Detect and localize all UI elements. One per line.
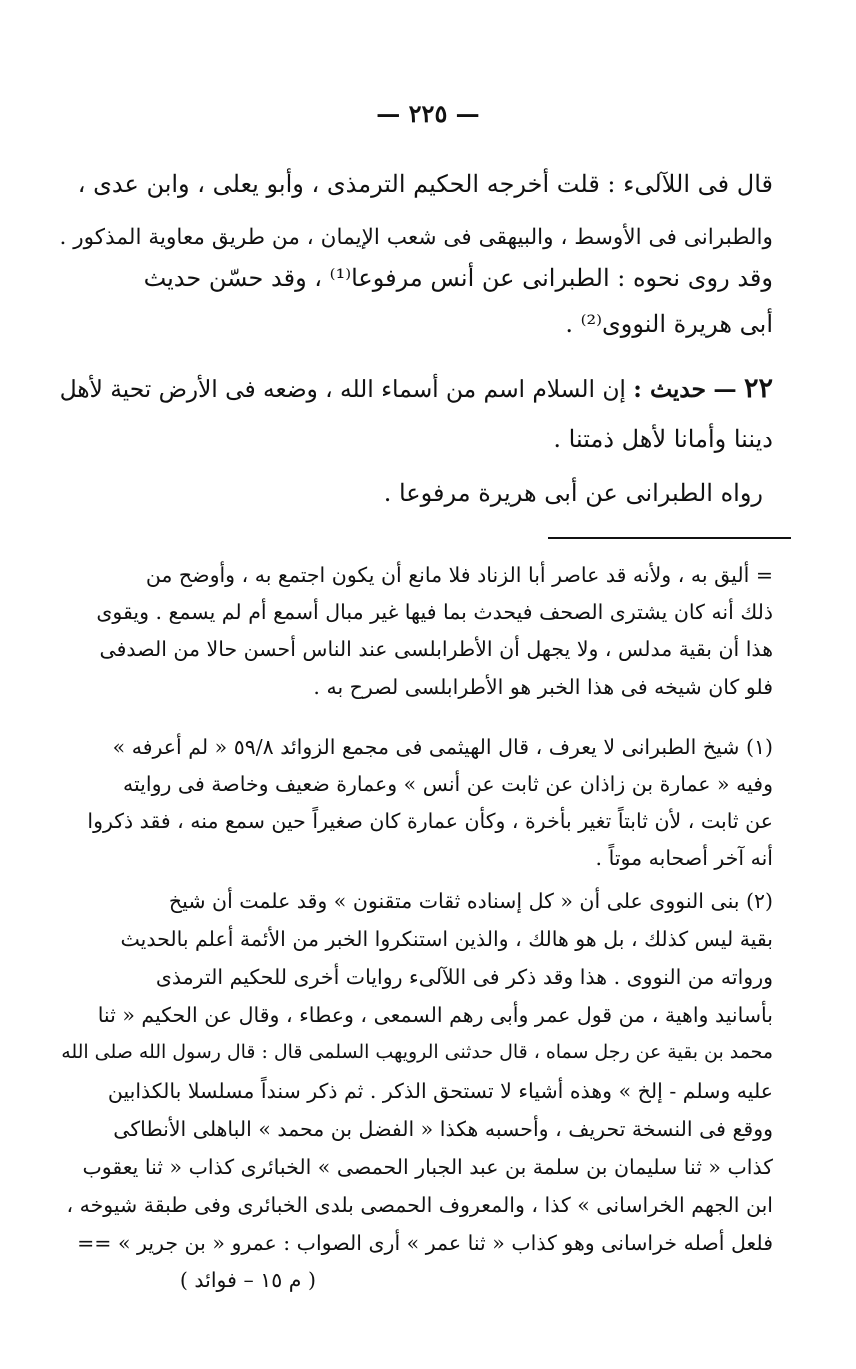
footnote-separator <box>548 537 791 539</box>
footnote-2-line: عليه وسلم - إلخ » وهذه أشياء لا تستحق الذكر . ثم ذكر سنداً مسلسلا بالكذابين <box>107 1079 773 1103</box>
hadith-heading-line <box>60 373 773 404</box>
hadith-label: حديث : <box>633 376 706 403</box>
hadith-number: ٢٢ <box>743 373 773 404</box>
main-text-line: والطبرانى فى الأوسط ، والبيهقى فى شعب الإيمان ، من طريق معاوية المذكور . <box>59 225 773 250</box>
continuation-line: ذلك أنه كان يشترى الصحف فيحدث بما فيها غير مبال أسمع أم لم يسمع . ويقوى <box>96 600 773 624</box>
footnote-2-line: كذاب « ثنا سليمان بن سلمة بن عبد الجبار الحمصى » الخبائرى كذاب « ثنا يعقوب <box>82 1155 773 1179</box>
footnote-2-line: ابن الجهم الخراسانى » كذا ، والمعروف الحمصى بلدى الخبائرى وفى طبقة شيوخه ، <box>66 1193 773 1217</box>
footnote-2-line: بقية ليس كذلك ، بل هو هالك ، والذين استنكروا الخبر من الأئمة أعلم بالحديث <box>120 927 773 951</box>
continuation-line: = أليق به ، ولأنه قد عاصر أبا الزناد فلا مانع أن يكون اجتمع به ، وأوضح من <box>145 563 773 587</box>
main-text-line: وقد روى نحوه : الطبرانى عن أنس مرفوعا⁽¹⁾ ، وقد حسّن حديث <box>143 264 773 292</box>
continuation-line: هذا أن بقية مدلس ، ولا يجهل أن الأطرابلسى عند الناس أحسن حالا من الصدفى <box>99 637 773 661</box>
hadith-text: إن السلام اسم من أسماء الله ، وضعه فى الأرض تحية لأهل <box>59 376 626 403</box>
main-text-line: أبى هريرة النووى⁽²⁾ . <box>565 310 773 338</box>
footnote-2-line: ورواته من النووى . هذا وقد ذكر فى اللآلىء روايات أخرى للحكيم الترمذى <box>155 965 773 989</box>
footnote-1-line: وفيه « عمارة بن زاذان عن ثابت عن أنس » وعمارة ضعيف وخاصة فى روايته <box>123 772 773 796</box>
footnote-2-line: ووقع فى النسخة تحريف ، وأحسبه هكذا « الفضل بن محمد » الباهلى الأنطاكى <box>113 1117 773 1141</box>
footnote-1-line: أنه آخر أصحابه موتاً . <box>595 846 773 870</box>
hadith-text-line: ديننا وأمانا لأهل ذمتنا . <box>553 425 773 453</box>
hadith-narration: رواه الطبرانى عن أبى هريرة مرفوعا . <box>383 479 763 507</box>
hadith-dash: — <box>713 376 737 403</box>
page-number: — ٢٢٥ — <box>376 99 480 128</box>
signature-mark: ( م ١٥ – فوائد ) <box>179 1268 316 1292</box>
main-text-line: قال فى اللآلىء : قلت أخرجه الحكيم الترمذى ، وأبو يعلى ، وابن عدى ، <box>77 170 773 198</box>
footnote-1-line: (١) شيخ الطبرانى لا يعرف ، قال الهيثمى فى مجمع الزوائد ٥٩/٨ « لم أعرفه » <box>112 735 773 759</box>
footnote-2-line: (٢) بنى النووى على أن « كل إسناده ثقات متقنون » وقد علمت أن شيخ <box>168 889 773 913</box>
footnote-2-line: محمد بن بقية عن رجل سماه ، قال حدثنى الرويهب السلمى قال : قال رسول الله صلى الله <box>61 1041 773 1063</box>
footnote-1-line: عن ثابت ، لأن ثابتاً تغير بأخرة ، وكأن عمارة كان صغيراً حين سمع منه ، فقد ذكروا <box>87 809 773 833</box>
footnote-2-line: بأسانيد واهية ، من قول عمر وأبى رهم السمعى ، وعطاء ، وقال عن الحكيم « ثنا <box>97 1003 773 1027</box>
footnote-2-line: فلعل أصله خراسانى وهو كذاب « ثنا عمر » أرى الصواب : عمرو « بن جرير » == <box>77 1231 773 1255</box>
continuation-line: فلو كان شيخه فى هذا الخبر هو الأطرابلسى لصرح به . <box>313 675 773 699</box>
